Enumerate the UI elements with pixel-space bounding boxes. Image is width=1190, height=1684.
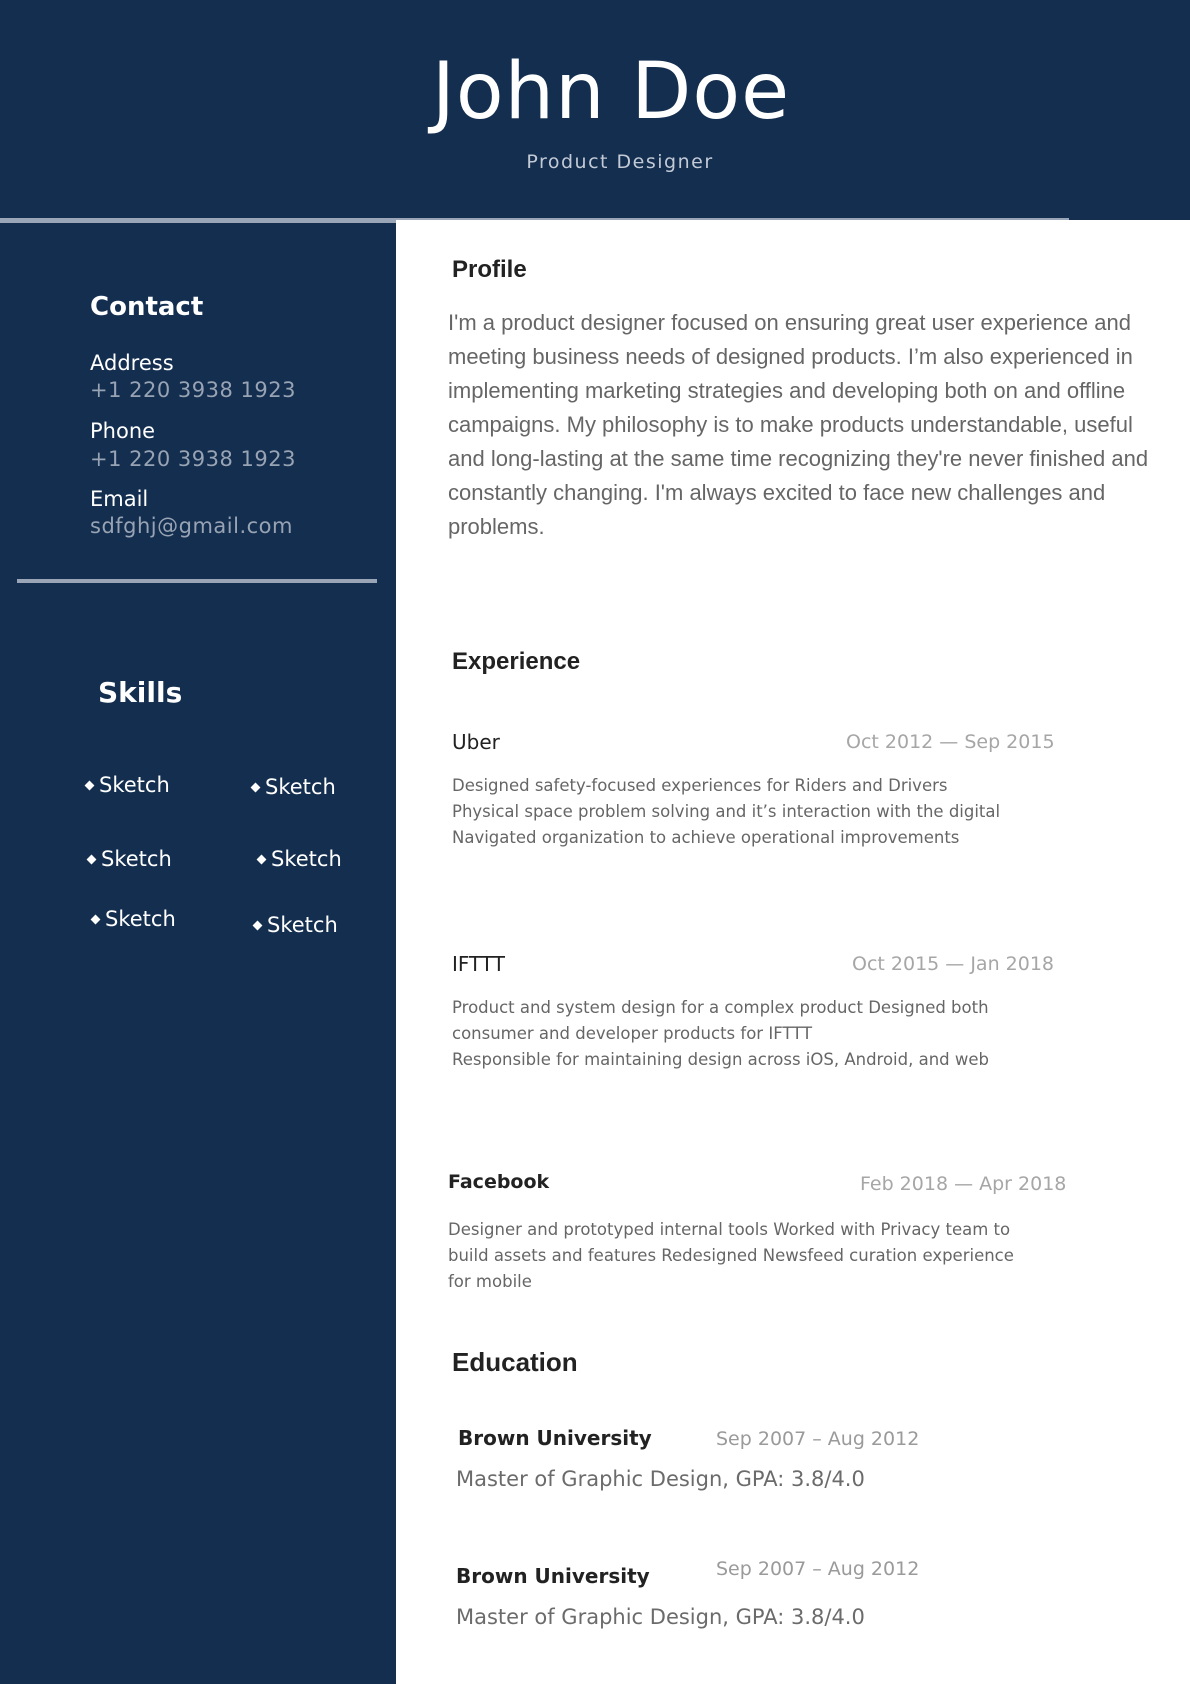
job-description-line: Product and system design for a complex product Designed both [452, 998, 989, 1017]
bullet-diamond-icon [87, 854, 97, 864]
edu-dates: Sep 2007 – Aug 2012 [716, 1428, 920, 1450]
skill-item [88, 847, 172, 871]
skill-label: Sketch [99, 773, 170, 797]
job-description-line: Physical space problem solving and it’s interaction with the digital [452, 802, 1001, 821]
contact-phone-label: Phone [90, 419, 156, 443]
skill-item [86, 773, 170, 797]
skill-label: Sketch [271, 847, 342, 871]
sidebar-divider [17, 579, 377, 583]
skill-label: Sketch [105, 907, 176, 931]
edu-degree: Master of Graphic Design, GPA: 3.8/4.0 [456, 1605, 865, 1629]
job-company: Uber [452, 730, 500, 754]
edu-dates: Sep 2007 – Aug 2012 [716, 1558, 920, 1580]
bullet-diamond-icon [251, 782, 261, 792]
bullet-diamond-icon [257, 854, 267, 864]
job-description-line: for mobile [448, 1272, 532, 1291]
contact-phone-value[interactable]: +1 220 3938 1923 [90, 447, 296, 471]
skill-item [258, 847, 342, 871]
job-description-line: consumer and developer products for IFTTT [452, 1024, 813, 1043]
edu-school: Brown University [458, 1426, 652, 1450]
job-company: IFTTT [452, 952, 505, 976]
profile-heading: Profile [452, 256, 527, 283]
job-description-line: Designer and prototyped internal tools Worked with Privacy team to [448, 1220, 1011, 1239]
job-company: Facebook [448, 1171, 550, 1193]
skills-heading: Skills [98, 676, 183, 709]
skill-label: Sketch [267, 913, 338, 937]
skill-item [92, 907, 176, 931]
job-description-line: Designed safety-focused experiences for Riders and Drivers [452, 776, 948, 795]
job-description-line: Responsible for maintaining design across iOS, Android, and web [452, 1050, 990, 1069]
contact-address-label: Address [90, 351, 174, 375]
education-heading: Education [452, 1347, 578, 1377]
resume-header [0, 0, 1190, 220]
bullet-diamond-icon [253, 920, 263, 930]
job-description [452, 773, 1032, 851]
job-dates: Feb 2018 — Apr 2018 [860, 1173, 1067, 1195]
candidate-title: Product Designer [526, 151, 714, 173]
skill-label: Sketch [101, 847, 172, 871]
edu-degree: Master of Graphic Design, GPA: 3.8/4.0 [456, 1467, 865, 1491]
bullet-diamond-icon [85, 780, 95, 790]
skill-label: Sketch [265, 775, 336, 799]
edu-school: Brown University [456, 1564, 650, 1588]
sidebar-top-divider [0, 220, 396, 223]
contact-email-label: Email [90, 487, 149, 511]
job-description-line: Navigated organization to achieve operational improvements [452, 828, 960, 847]
skill-item [254, 913, 338, 937]
job-description [448, 1217, 1028, 1295]
job-description-line: build assets and features Redesigned Newsfeed curation experience [448, 1246, 1014, 1265]
job-dates: Oct 2015 — Jan 2018 [852, 953, 1055, 975]
candidate-name: John Doe [431, 47, 791, 137]
contact-email-value[interactable]: sdfghj@gmail.com [90, 514, 293, 538]
job-description [452, 995, 1032, 1073]
sidebar [0, 220, 396, 1684]
profile-text: I'm a product designer focused on ensuring great user experience and meeting business needs of designed products. I’m also experienced in implementing marketing strategies and developing both on and offline campaigns. My philosophy is to make products understandable, useful and long-lasting at the same time recognizing they're never finished and constantly changing. I'm always excited to face new challenges and problems. [448, 310, 1149, 539]
skill-item [252, 775, 336, 799]
contact-address-value: +1 220 3938 1923 [90, 378, 296, 402]
main-content [396, 220, 1190, 1684]
bullet-diamond-icon [91, 914, 101, 924]
experience-heading: Experience [452, 648, 581, 675]
contact-heading: Contact [90, 292, 204, 322]
job-dates: Oct 2012 — Sep 2015 [846, 731, 1055, 753]
